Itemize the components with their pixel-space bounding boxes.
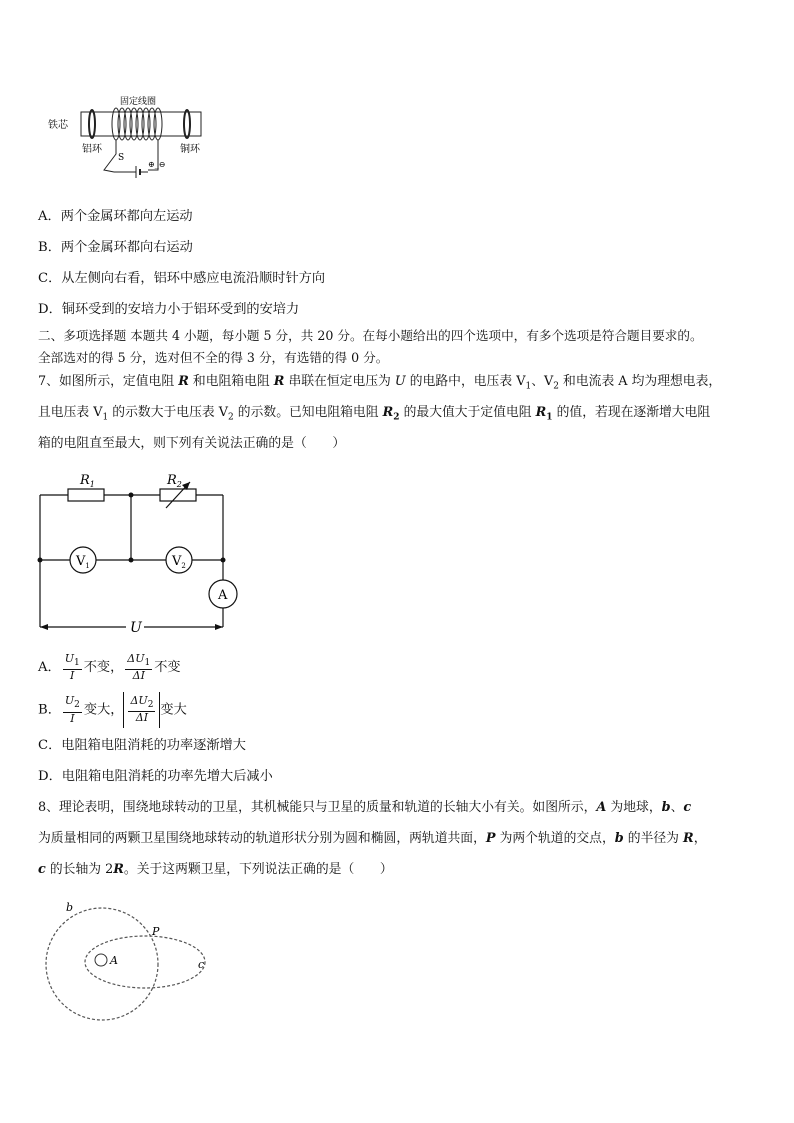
section2-line2: 全部选对的得 5 分，选对但不全的得 3 分，有选错的得 0 分。	[38, 350, 389, 365]
q8-stem-line2: 为质量相同的两颗卫星围绕地球转动的轨道形状分别为圆和椭圆，两轨道共面，P 为两个轨道的交点，b 的半径为 R，	[38, 831, 707, 846]
label-coil: 固定线圈	[120, 97, 157, 107]
q8-stem-line3: c 的长轴为 2R。关于这两颗卫星，下列说法正确的是（ ）	[38, 862, 393, 877]
q6-option-a: A．两个金属环都向左运动	[38, 209, 193, 224]
label-u: U	[130, 620, 142, 636]
q7-option-b: B． $\frac{U_2}{I}$ 变大， $\frac{\Delta U_2}{\Delta I}$ 变大	[38, 692, 187, 728]
q6-option-c: C．从左侧向右看，铝环中感应电流沿顺时针方向	[38, 271, 326, 286]
solenoid-figure	[44, 92, 214, 187]
label-b: b	[66, 901, 74, 914]
q7-option-a: A． $\frac{U_1}{I}$ 不变， $\frac{\Delta U_1}{\Delta I}$ 不变	[38, 651, 181, 683]
label-a: A	[110, 954, 118, 967]
label-r1: $R_1$	[80, 473, 95, 489]
label-al-ring: 铝环	[82, 144, 102, 155]
label-r2: $R_2$	[167, 473, 182, 489]
q6-option-d: D．铜环受到的安培力小于铝环受到的安培力	[38, 302, 300, 317]
q7-stem-line3: 箱的电阻直至最大，则下列有关说法正确的是（ ）	[38, 436, 346, 451]
label-core: 铁芯	[48, 120, 68, 131]
q7-option-c: C．电阻箱电阻消耗的功率逐渐增大	[38, 738, 246, 753]
q8-orbit-figure	[40, 896, 220, 1026]
q7-stem-line2: 且电压表 $V_1$ 的示数大于电压表 $V_2$ 的示数。已知电阻箱电阻 $R_2$ 的最大值大于定值电阻 $R_1$ 的值，若现在逐渐增大电阻	[38, 405, 711, 423]
label-switch: S	[118, 153, 125, 163]
label-cu-ring: 铜环	[180, 144, 200, 155]
q7-stem-line1: 7、如图所示，定值电阻 R 和电阻箱电阻 R 串联在恒定电压为 U 的电路中，电压表 $V_1$、$V_2$ 和电流表 A 均为理想电表，	[38, 374, 722, 392]
q7-option-d: D．电阻箱电阻消耗的功率先增大后减小	[38, 769, 273, 784]
label-ammeter: A	[218, 588, 228, 603]
q6-option-b: B．两个金属环都向右运动	[38, 240, 193, 255]
q8-stem-line1: 8、理论表明，围绕地球转动的卫星，其机械能只与卫星的质量和轨道的长轴大小有关。如图所示，A 为地球，b、c	[38, 800, 692, 815]
section2-line1: 二、多项选择题 本题共 4 小题，每小题 5 分，共 20 分。在每小题给出的四个选项中，有多个选项是符合题目要求的。	[38, 328, 703, 343]
label-battery: ⊕_⊖	[148, 160, 166, 169]
label-v1: $V_1$	[76, 554, 90, 570]
label-v2: $V_2$	[172, 554, 186, 570]
q7-circuit-figure	[30, 468, 250, 638]
label-p: P	[152, 925, 160, 938]
label-c: c	[198, 958, 205, 971]
